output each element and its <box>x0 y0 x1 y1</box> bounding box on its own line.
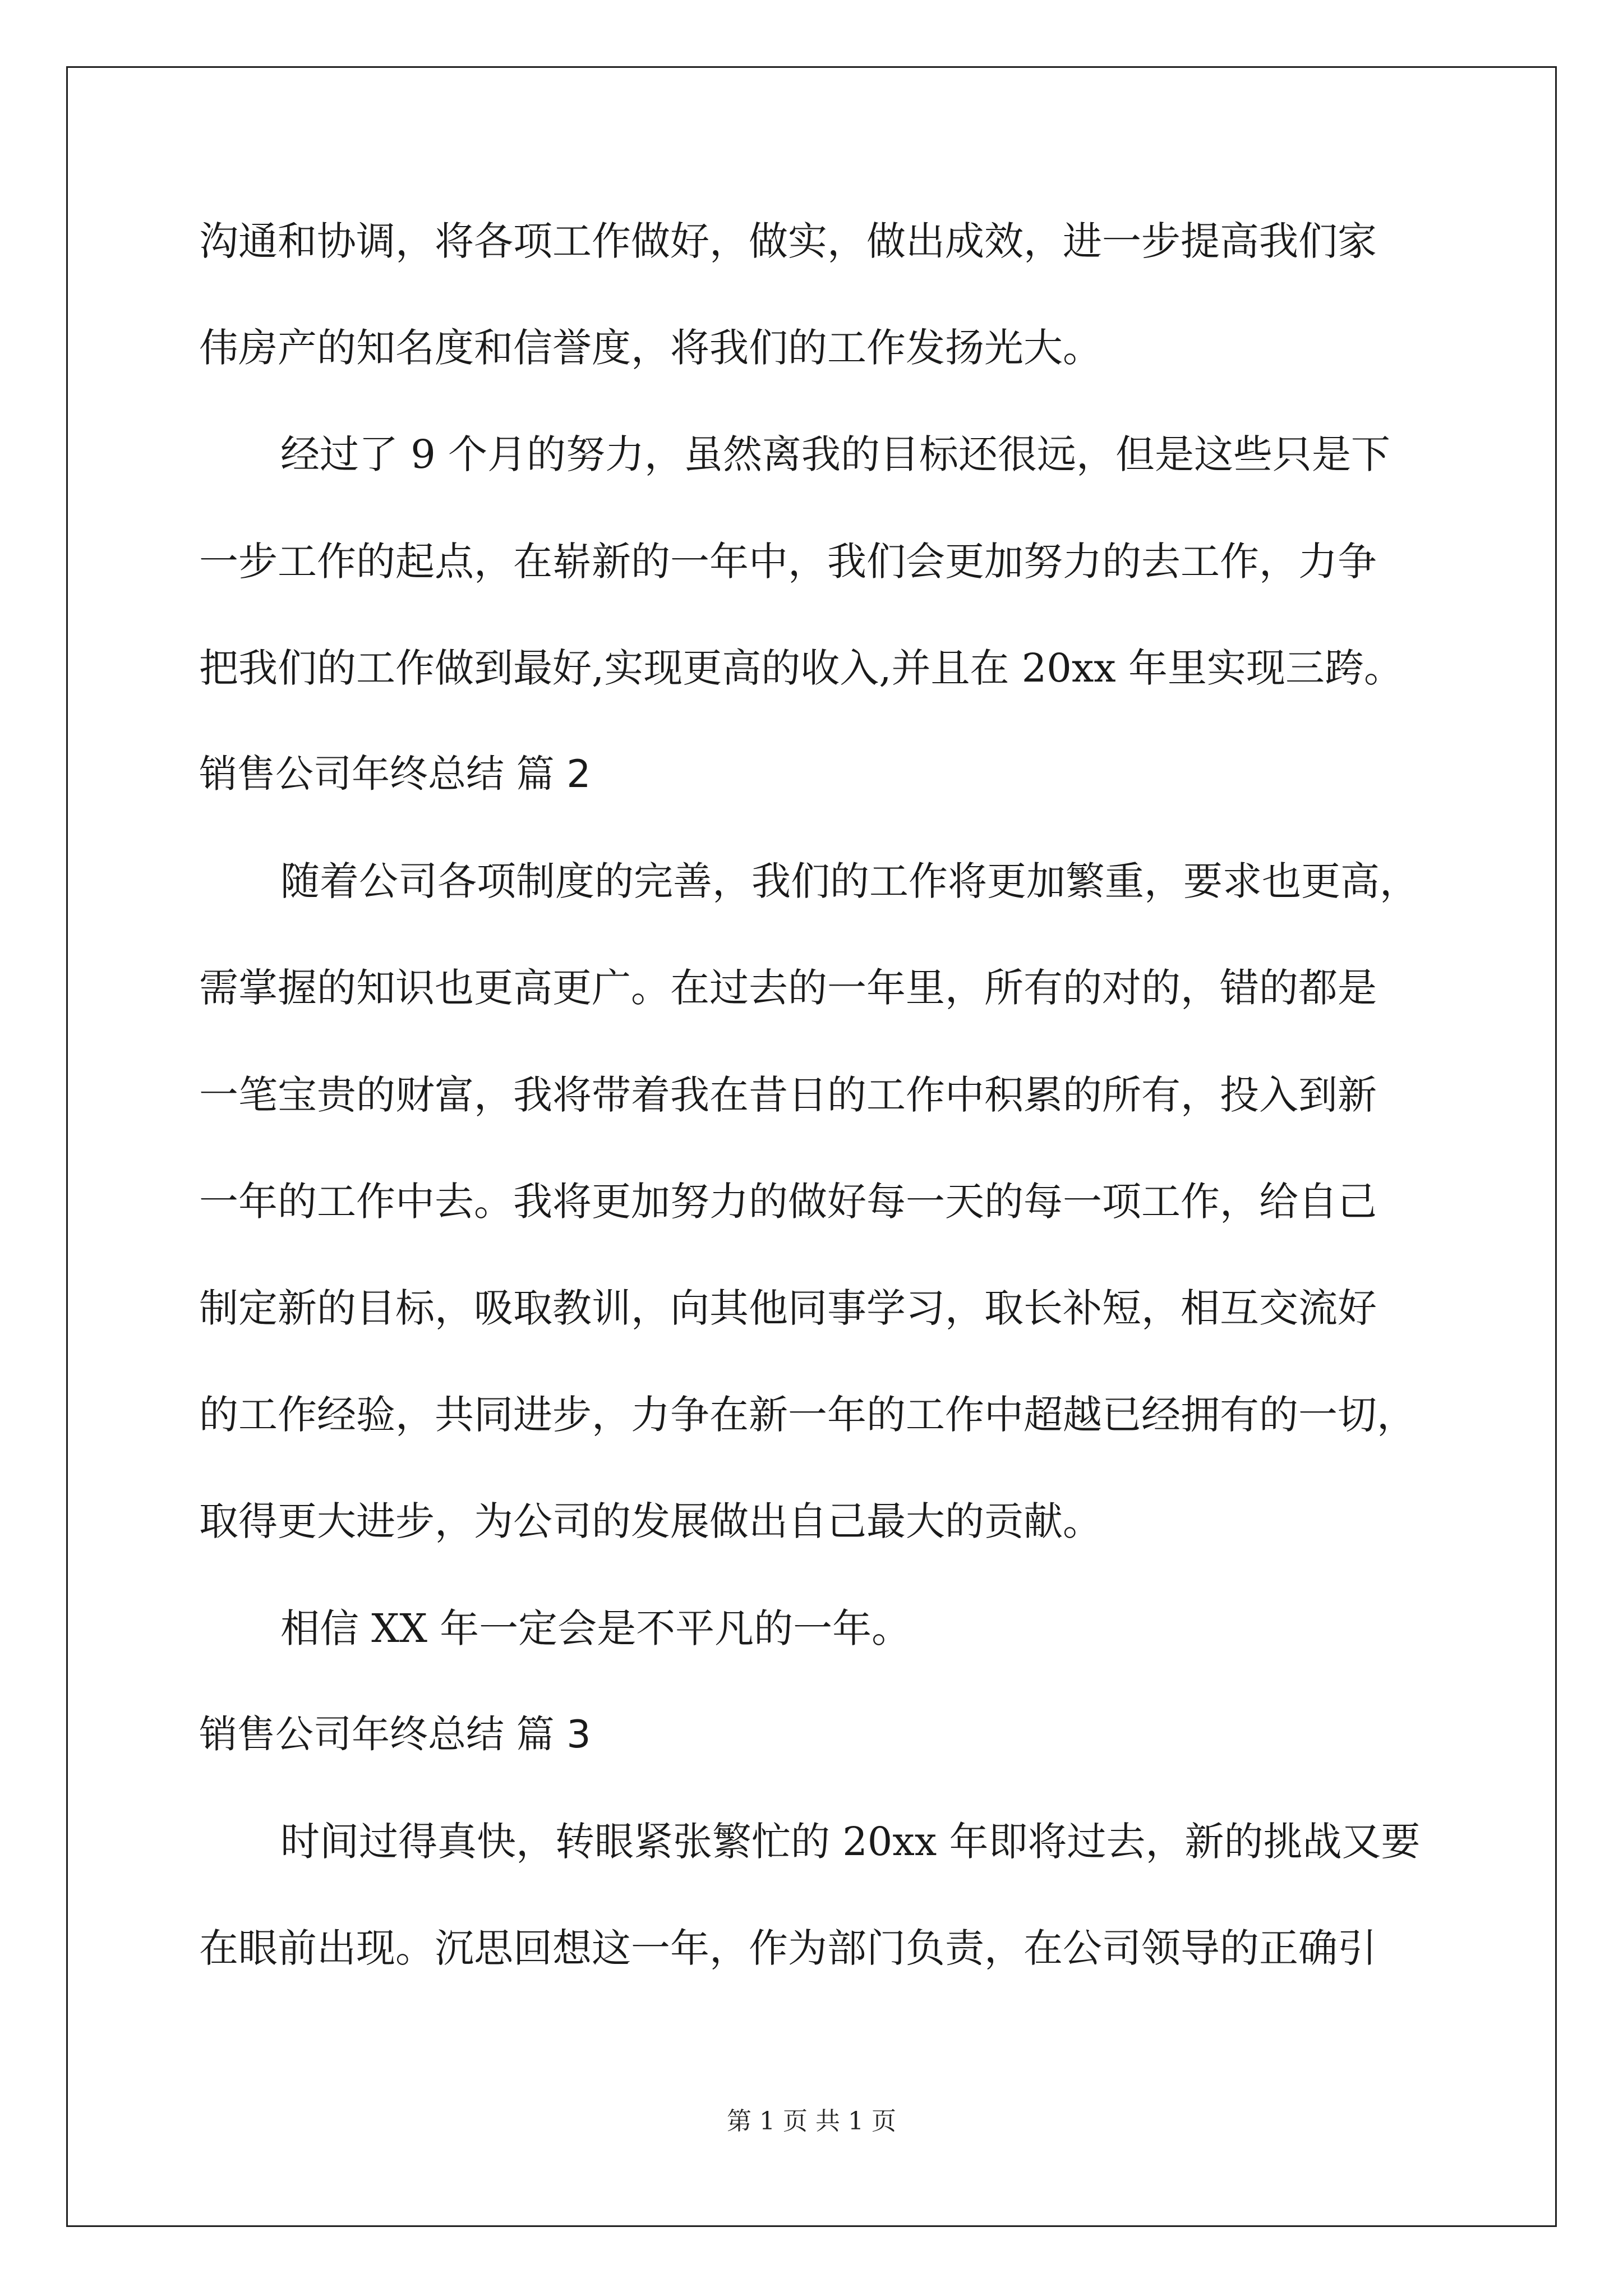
text-line: 在眼前出现。沉思回想这一年，作为部门负责，在公司领导的正确引 <box>199 1925 1377 1971</box>
text-line: 需掌握的知识也更高更广。在过去的一年里，所有的对的，错的都是 <box>199 965 1377 1011</box>
text-line: 伟房产的知名度和信誉度，将我们的工作发扬光大。 <box>199 325 1102 371</box>
paragraph-start-line: 经过了 9 个月的努力，虽然离我的目标还很远，但是这些只是下 <box>280 431 1391 477</box>
page-number-footer: 第 1 页 共 1 页 <box>727 2107 896 2136</box>
paragraph-start-line: 相信 XX 年一定会是不平凡的一年。 <box>280 1605 911 1651</box>
paragraph-start-line: 时间过得真快，转眼紧张繁忙的 20xx 年即将过去，新的挑战又要 <box>280 1819 1421 1865</box>
text-line: 把我们的工作做到最好,实现更高的收入,并且在 20xx 年里实现三跨。 <box>199 645 1404 691</box>
paragraph-start-line: 随着公司各项制度的完善，我们的工作将更加繁重，要求也更高， <box>280 858 1419 904</box>
section-heading: 销售公司年终总结 篇 3 <box>199 1713 591 1757</box>
text-line: 一笔宝贵的财富，我将带着我在昔日的工作中积累的所有，投入到新 <box>199 1072 1377 1118</box>
section-heading: 销售公司年终总结 篇 2 <box>199 752 591 797</box>
page-border <box>66 66 1557 2227</box>
text-line: 沟通和协调，将各项工作做好，做实，做出成效，进一步提高我们家 <box>199 218 1377 264</box>
text-line: 取得更大进步，为公司的发展做出自己最大的贡献。 <box>199 1498 1102 1544</box>
text-line: 制定新的目标，吸取教训，向其他同事学习，取长补短，相互交流好 <box>199 1285 1377 1331</box>
text-line: 的工作经验，共同进步，力争在新一年的工作中超越已经拥有的一切， <box>199 1392 1416 1438</box>
text-line: 一步工作的起点，在崭新的一年中，我们会更加努力的去工作，力争 <box>199 539 1377 585</box>
text-line: 一年的工作中去。我将更加努力的做好每一天的每一项工作，给自己 <box>199 1179 1377 1225</box>
